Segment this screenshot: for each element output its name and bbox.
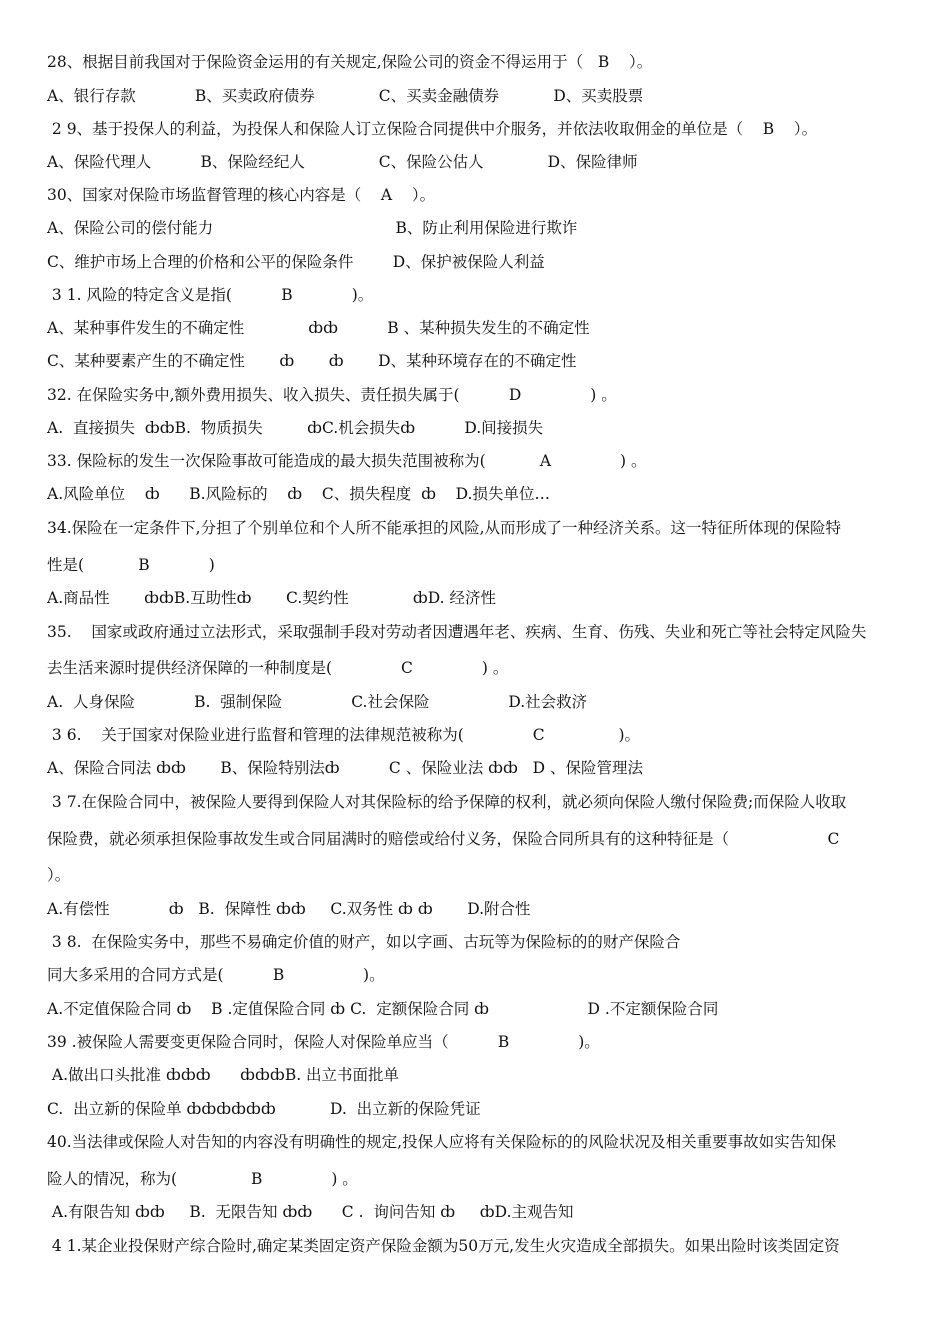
- q28-question: 28、根据目前我国对于保险资金运用的有关规定,保险公司的资金不得运用于（ B ）。: [47, 53, 653, 71]
- q41-question: 4 1.某企业投保财产综合险时,确定某类固定资产保险金额为50万元,发生火灾造成全部损失。如果出险时该类固定资: [47, 1237, 840, 1255]
- q37-options: A.有偿性 ȸ B. 保障性 ȸȸ C.双务性 ȸ ȸ D.附合性: [47, 900, 531, 918]
- q35-question-cont: 去生活来源时提供经济保障的一种制度是( C ) 。: [47, 659, 509, 677]
- q34-options: A.商品性 ȸȸB.互助性ȸ C.契约性 ȸD. 经济性: [47, 589, 496, 607]
- q32-options: A. 直接损失 ȸȸB. 物质损失 ȸC.机会损失ȸ D.间接损失: [47, 419, 544, 437]
- q37-question-cont: 保险费，就必须承担保险事故发生或合同届满时的赔偿或给付义务，保险合同所具有的这种特征是（ C: [47, 830, 840, 848]
- q30-options-ab: A、保险公司的偿付能力 B、防止利用保险进行欺诈: [47, 219, 578, 237]
- q31-options-ab: A、某种事件发生的不确定性 ȸȸ B 、某种损失发生的不确定性: [47, 319, 590, 337]
- q33-question: 33. 保险标的发生一次保险事故可能造成的最大损失范围被称为( A ) 。: [47, 452, 647, 470]
- q38-question: 3 8. 在保险实务中，那些不易确定价值的财产，如以字画、古玩等为保险标的的财产保险合: [47, 933, 681, 951]
- q33-options: A.风险单位 ȸ B.风险标的 ȸ C、损失程度 ȸ D.损失单位…: [47, 485, 550, 503]
- q37-question: 3 7.在保险合同中，被保险人要得到保险人对其保险标的给予保障的权利，就必须向保险人缴付保险费;而保险人收取: [47, 793, 847, 811]
- q38-question-cont: 同大多采用的合同方式是( B )。: [47, 966, 385, 984]
- q40-options: A.有限告知 ȸȸ B. 无限告知 ȸȸ C . 询问告知 ȸ ȸD.主观告知: [47, 1203, 574, 1221]
- q40-question-cont: 险人的情况，称为( B ) 。: [47, 1170, 358, 1188]
- q30-options-cd: C、维护市场上合理的价格和公平的保险条件 D、保护被保险人利益: [47, 253, 545, 271]
- q31-question: 3 1. 风险的特定含义是指( B )。: [47, 286, 374, 304]
- q28-options: A、银行存款 B、买卖政府债券 C、买卖金融债券 D、买卖股票: [47, 87, 644, 105]
- q31-options-cd: C、某种要素产生的不确定性 ȸ ȸ D、某种环境存在的不确定性: [47, 352, 577, 370]
- q29-question: 2 9、基于投保人的利益，为投保人和保险人订立保险合同提供中介服务，并依法收取佣金的单位是（ B ）。: [47, 120, 818, 138]
- q39-question: 39 .被保险人需要变更保险合同时，保险人对保险单应当（ B )。: [47, 1033, 600, 1051]
- q39-options-ab: A.做出口头批准 ȸȸȸ ȸȸȸB. 出立书面批单: [47, 1066, 400, 1084]
- q40-question: 40.当法律或保险人对告知的内容没有明确性的规定,投保人应将有关保险标的的风险状况及相关重要事故如实告知保: [47, 1133, 837, 1151]
- q34-question: 34.保险在一定条件下,分担了个别单位和个人所不能承担的风险,从而形成了一种经济关系。这一特征所体现的保险特: [47, 519, 842, 537]
- q36-question: 3 6. 关于国家对保险业进行监督和管理的法律规范被称为( C )。: [47, 726, 641, 744]
- q32-question: 32. 在保险实务中,额外费用损失、收入损失、责任损失属于( D ) 。: [47, 386, 617, 404]
- q30-question: 30、国家对保险市场监督管理的核心内容是（ A ）。: [47, 186, 436, 204]
- q38-options: A.不定值保险合同 ȸ B .定值保险合同 ȸ C. 定额保险合同 ȸ D .不定额保险合同: [47, 1000, 719, 1018]
- q36-options: A、保险合同法 ȸȸ B、保险特别法ȸ C 、保险业法 ȸȸ D 、保险管理法: [47, 759, 644, 777]
- q35-question: 35. 国家或政府通过立法形式，采取强制手段对劳动者因遭遇年老、疾病、生育、伤残、失业和死亡等社会特定风险失: [47, 623, 867, 641]
- q29-options: A、保险代理人 B、保险经纪人 C、保险公估人 D、保险律师: [47, 153, 638, 171]
- q39-options-cd: C. 出立新的保险单 ȸȸȸȸȸȸ D. 出立新的保险凭证: [47, 1100, 481, 1118]
- q37-question-end: ）。: [47, 866, 71, 884]
- q34-question-cont: 性是( B ): [47, 556, 215, 574]
- q35-options: A. 人身保险 B. 强制保险 C.社会保险 D.社会救济: [47, 693, 588, 711]
